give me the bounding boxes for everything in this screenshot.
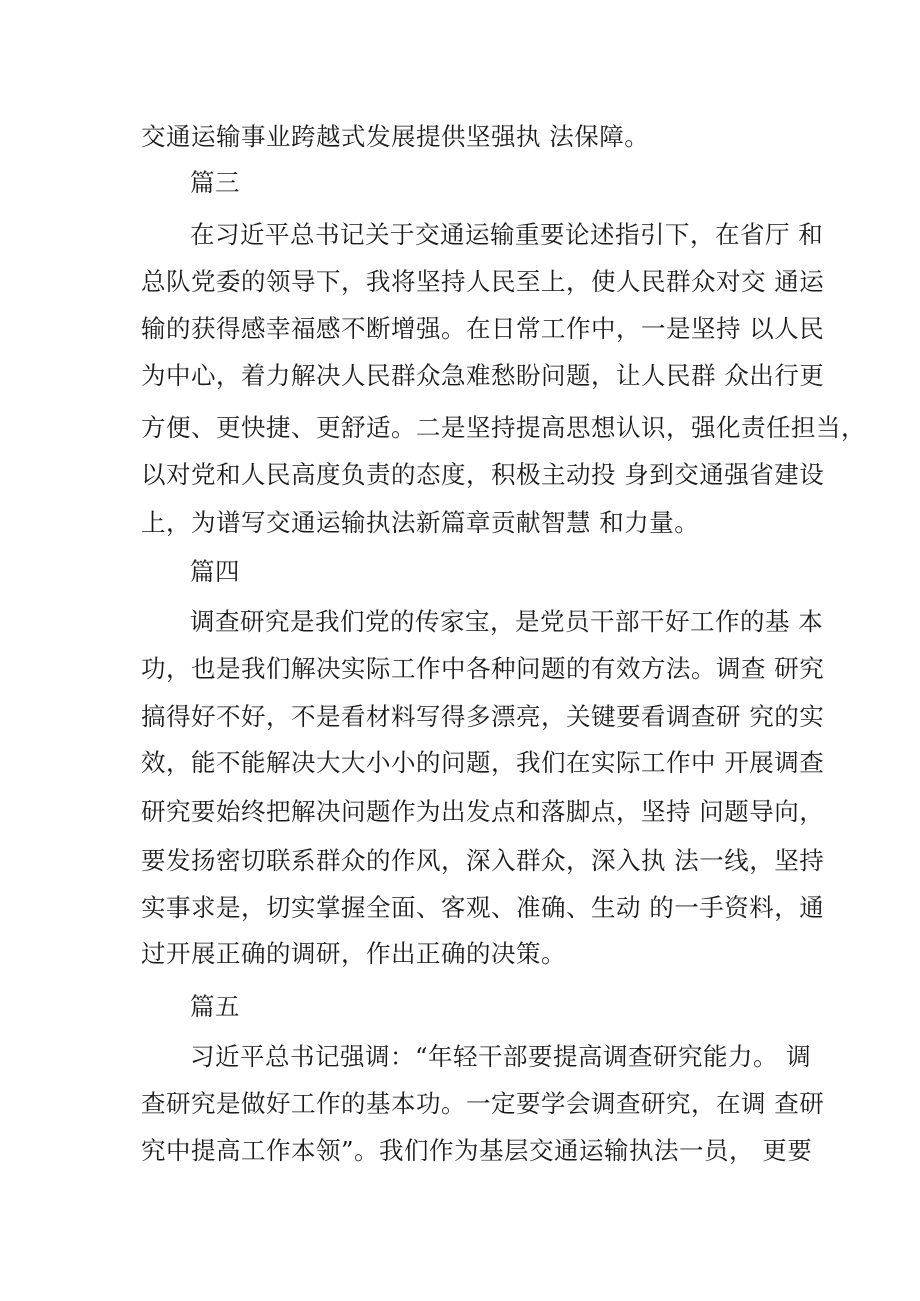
paragraph-line: 在习近平总书记关于交通运输重要论述指引下，在省厅 和: [190, 220, 824, 249]
paragraph-line: 上，为谱写交通运输执法新篇章贡献智慧 和力量。: [141, 508, 700, 537]
paragraph-line: 交通运输事业跨越式发展提供坚强执 法保障。: [141, 122, 650, 151]
paragraph-line: 习近平总书记强调：“年轻干部要提高调查研究能力。 调: [190, 1042, 812, 1071]
paragraph-line: 以对党和人民高度负责的态度，积极主动投 身到交通强省建设: [141, 460, 825, 489]
paragraph-line: 输的获得感幸福感不断增强。在日常工作中，一是坚持 以人民: [141, 314, 825, 343]
section-heading-pian-wu: 篇五: [190, 992, 240, 1021]
paragraph-line: 为中心，着力解决人民群众急难愁盼问题，让人民群 众出行更: [141, 361, 825, 390]
paragraph-line: 研究要始终把解决问题作为出发点和落脚点，坚持 问题导向，: [141, 797, 825, 826]
paragraph-line: 要发扬密切联系群众的作风，深入群众，深入执 法一线，坚持: [141, 846, 825, 875]
paragraph-line: 实事求是，切实掌握全面、客观、准确、生动 的一手资料，通: [141, 893, 825, 922]
section-heading-pian-san: 篇三: [190, 168, 240, 197]
paragraph-line: 过开展正确的调研，作出正确的决策。: [141, 939, 566, 968]
paragraph-line: 方便、更快捷、更舒适。二是坚持提高思想认识，强化责任担当，: [141, 413, 866, 442]
paragraph-line: 搞得好不好，不是看材料写得多漂亮，关键要看调查研 究的实: [141, 702, 825, 731]
paragraph-line: 究中提高工作本领”。我们作为基层交通运输执法一员， 更要: [141, 1136, 813, 1165]
paragraph-line: 调查研究是我们党的传家宝，是党员干部干好工作的基 本: [190, 607, 824, 636]
section-heading-pian-si: 篇四: [190, 557, 240, 586]
paragraph-line: 功，也是我们解决实际工作中各种问题的有效方法。调查 研究: [141, 654, 825, 683]
paragraph-line: 查研究是做好工作的基本功。一定要学会调查研究，在调 查研: [141, 1089, 825, 1118]
paragraph-line: 总队党委的领导下，我将坚持人民至上，使人民群众对交 通运: [141, 267, 825, 296]
paragraph-line: 效，能不能解决大大小小的问题，我们在实际工作中 开展调查: [141, 748, 825, 777]
